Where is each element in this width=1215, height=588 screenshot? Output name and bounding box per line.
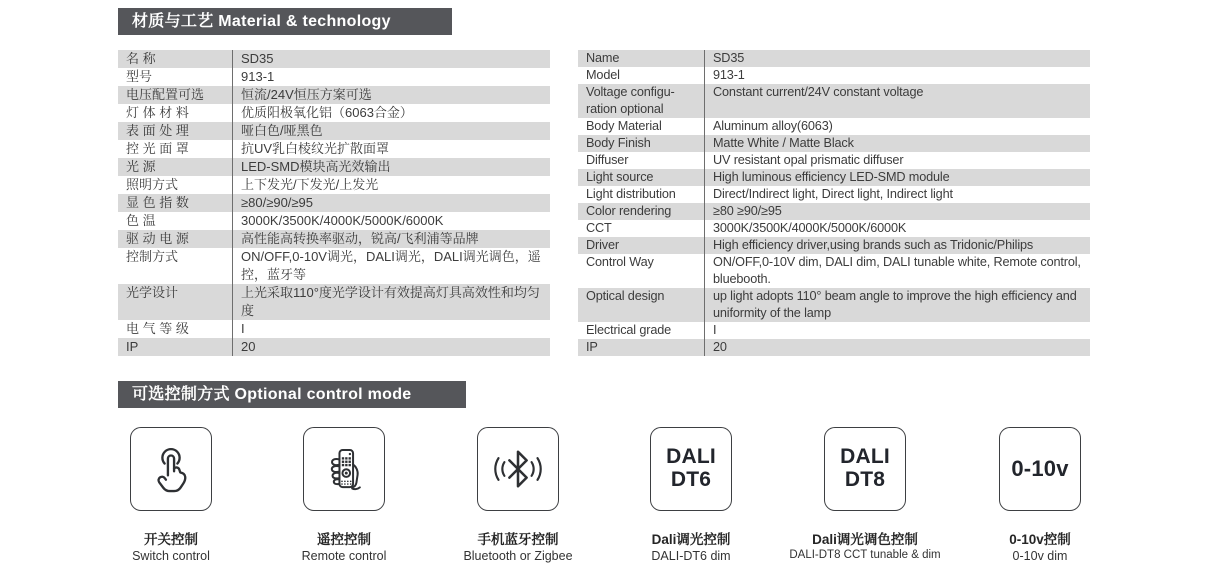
dali-dt6-box [650, 427, 732, 511]
spec-value: 抗UV乳白棱纹光扩散面罩 [232, 140, 550, 158]
badge-line: DT6 [670, 468, 712, 491]
switch-control-box [130, 427, 212, 511]
spec-value: 高性能高转换率驱动，锐高/飞利浦等品牌 [232, 230, 550, 248]
spec-label: Name [586, 51, 620, 65]
spec-label: Diffuser [586, 153, 629, 167]
dali-dt8-box [824, 427, 906, 511]
spec-value: I [704, 322, 1090, 339]
spec-value: Direct/Indirect light, Direct light, Indirect light [704, 186, 1090, 203]
spec-label: 控制方式 [126, 249, 179, 264]
spec-label: Control Way [586, 255, 654, 269]
spec-label: Driver [586, 238, 619, 252]
zero-ten-v-badge [1011, 457, 1068, 481]
spec-label: 灯 体 材 料 [126, 105, 189, 120]
spec-label: 控 光 面 罩 [126, 141, 189, 156]
spec-value: Matte White / Matte Black [704, 135, 1090, 152]
spec-label: 电 气 等 级 [126, 321, 189, 336]
spec-value: ≥80 ≥90/≥95 [704, 203, 1090, 220]
section-title-material-technology: 材质与工艺 Material & technology [118, 8, 452, 35]
spec-value: High luminous efficiency LED-SMD module [704, 169, 1090, 186]
spec-label: 光 源 [126, 159, 156, 174]
spec-row [118, 284, 550, 320]
spec-row [578, 152, 1090, 169]
touch-icon [142, 440, 200, 498]
spec-label: 光学设计 [126, 285, 179, 300]
spec-label: Body Finish [586, 136, 651, 150]
spec-row [578, 322, 1090, 339]
caption-zh-dali-dt6: Dali调光控制 [651, 532, 731, 547]
spec-label: 色 温 [126, 213, 156, 228]
spec-value: 恒流/24V恒压方案可选 [232, 86, 550, 104]
spec-label: 电压配置可选 [126, 87, 205, 102]
spec-label: IP [126, 339, 139, 354]
remote-control-icon [315, 440, 373, 498]
caption-zh-dali-dt8: Dali调光调色控制 [812, 532, 918, 547]
spec-value: SD35 [232, 50, 550, 68]
spec-label: Model [586, 68, 620, 82]
spec-row [118, 194, 550, 212]
caption-en-dali-dt8: DALI-DT8 CCT tunable & dim [789, 549, 941, 561]
spec-row [578, 50, 1090, 67]
bluetooth-icon [489, 440, 547, 498]
spec-value: 3000K/3500K/4000K/5000K/6000K [232, 212, 550, 230]
spec-value: UV resistant opal prismatic diffuser [704, 152, 1090, 169]
badge-line: DALI [840, 445, 890, 469]
badge-line: DALI [666, 445, 716, 469]
spec-label: Voltage configu-ration optional [586, 85, 675, 116]
spec-value: 20 [232, 338, 550, 356]
spec-value: 上光采取110°度光学设计有效提高灯具高效性和均匀度 [232, 284, 550, 320]
spec-value: SD35 [704, 50, 1090, 67]
spec-value: 上下发光/下发光/上发光 [232, 176, 550, 194]
spec-value: 优质阳极氧化铝（6063合金） [232, 104, 550, 122]
spec-row [578, 339, 1090, 356]
spec-label: Color rendering [586, 204, 672, 218]
spec-label: 驱 动 电 源 [126, 231, 189, 246]
caption-en-dali-dt6: DALI-DT6 dim [651, 549, 731, 563]
spec-row [578, 186, 1090, 203]
caption-zh-0-10v: 0-10v控制 [1009, 532, 1071, 547]
caption-en-bluetooth: Bluetooth or Zigbee [463, 549, 573, 563]
caption-en-0-10v: 0-10v dim [1012, 549, 1068, 563]
spec-table-en [578, 50, 1090, 356]
spec-value: ON/OFF,0-10V dim, DALI dim, DALI tunable white, Remote control, bluebooth. [704, 254, 1090, 288]
zero-ten-v-box [999, 427, 1081, 511]
spec-value: LED-SMD模块高光效输出 [232, 158, 550, 176]
section-title-optional-control-mode: 可选控制方式 Optional control mode [118, 381, 466, 408]
spec-label: Light distribution [586, 187, 676, 201]
spec-row [578, 254, 1090, 288]
spec-row [118, 320, 550, 338]
spec-row [118, 50, 550, 68]
spec-label: 表 面 处 理 [126, 123, 189, 138]
spec-value: ON/OFF,0-10V调光，DALI调光，DALI调光调色，遥控，蓝牙等 [232, 248, 550, 284]
spec-label: 显 色 指 数 [126, 195, 189, 210]
spec-row [118, 140, 550, 158]
spec-label: 型号 [126, 69, 153, 84]
spec-table-zh [118, 50, 550, 356]
caption-zh-switch: 开关控制 [144, 532, 198, 547]
spec-value: Aluminum alloy(6063) [704, 118, 1090, 135]
spec-value: Constant current/24V constant voltage [704, 84, 1090, 118]
bluetooth-control-box [477, 427, 559, 511]
spec-row [578, 288, 1090, 322]
spec-row [578, 135, 1090, 152]
spec-row [118, 86, 550, 104]
dali-dt6-badge [666, 446, 716, 491]
caption-en-remote: Remote control [301, 549, 387, 563]
spec-row [578, 203, 1090, 220]
spec-label: Optical design [586, 289, 665, 303]
badge-line: DT8 [844, 468, 886, 491]
spec-value: up light adopts 110° beam angle to improve the high efficiency and uniformity of the lamp [704, 288, 1090, 322]
spec-row [578, 84, 1090, 118]
spec-row [118, 338, 550, 356]
spec-row [578, 220, 1090, 237]
spec-label: CCT [586, 221, 612, 235]
spec-row [118, 104, 550, 122]
spec-value: 913-1 [704, 67, 1090, 84]
spec-row [118, 230, 550, 248]
spec-value: ≥80/≥90/≥95 [232, 194, 550, 212]
spec-label: 照明方式 [126, 177, 179, 192]
spec-row [578, 169, 1090, 186]
spec-value: 哑白色/哑黑色 [232, 122, 550, 140]
spec-label: Electrical grade [586, 323, 672, 337]
caption-zh-remote: 遥控控制 [317, 532, 371, 547]
spec-row [118, 122, 550, 140]
spec-row [118, 176, 550, 194]
spec-row [118, 158, 550, 176]
spec-label: 名 称 [126, 51, 156, 66]
spec-value: 3000K/3500K/4000K/5000K/6000K [704, 220, 1090, 237]
spec-row [118, 248, 550, 284]
dali-dt8-badge [840, 446, 890, 491]
caption-en-switch: Switch control [132, 549, 210, 563]
spec-row [118, 68, 550, 86]
spec-label: Body Material [586, 119, 662, 133]
spec-value: 913-1 [232, 68, 550, 86]
caption-zh-bluetooth: 手机蓝牙控制 [477, 532, 559, 547]
badge-line: 0-10v [1011, 456, 1069, 482]
remote-control-box [303, 427, 385, 511]
spec-label: IP [586, 340, 598, 354]
spec-row [118, 212, 550, 230]
spec-row [578, 118, 1090, 135]
spec-label: Light source [586, 170, 654, 184]
spec-value: High efficiency driver,using brands such as Tridonic/Philips [704, 237, 1090, 254]
spec-row [578, 237, 1090, 254]
spec-row [578, 67, 1090, 84]
spec-value: I [232, 320, 550, 338]
spec-value: 20 [704, 339, 1090, 356]
